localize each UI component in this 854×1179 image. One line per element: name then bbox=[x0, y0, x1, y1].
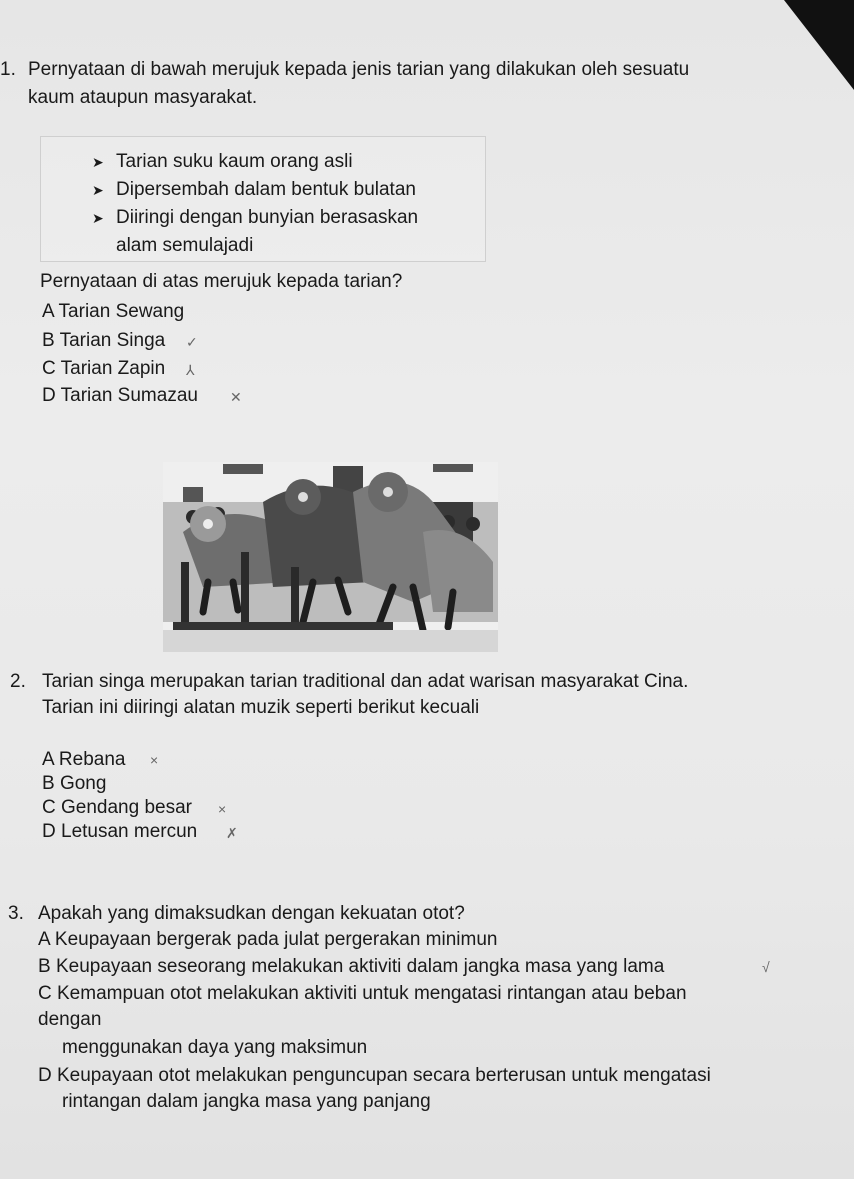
q3-option-c-line3: menggunakan daya yang maksimun bbox=[62, 1037, 368, 1058]
q2-number: 2. bbox=[10, 671, 26, 692]
q3-stem: Apakah yang dimaksudkan dengan kekuatan otot? bbox=[38, 903, 465, 924]
q1-stem-line2: kaum ataupun masyarakat. bbox=[28, 87, 258, 108]
q1-option-d-mark: ✕ bbox=[230, 389, 242, 405]
q1-option-a[interactable]: A Tarian Sewang bbox=[42, 301, 185, 322]
q3-option-a[interactable]: A Keupayaan bergerak pada julat pergerakan minimun bbox=[38, 929, 498, 950]
q1-question: Pernyataan di atas merujuk kepada tarian? bbox=[40, 271, 403, 292]
q1-bullet-3: Diiringi dengan bunyian berasaskan bbox=[116, 207, 419, 228]
q2-stem-line1: Tarian singa merupakan tarian traditional dan adat warisan masyarakat Cina. bbox=[42, 671, 689, 692]
q2-option-d[interactable]: D Letusan mercun bbox=[42, 821, 198, 842]
q3-option-d-line1[interactable]: D Keupayaan otot melakukan penguncupan secara berterusan untuk mengatasi bbox=[38, 1065, 711, 1086]
q3-option-b[interactable]: B Keupayaan seseorang melakukan aktiviti dalam jangka masa yang lama bbox=[38, 956, 665, 977]
arrow-bullet-icon: ➤ bbox=[92, 182, 104, 198]
q1-number: 1. bbox=[0, 59, 16, 80]
q2-option-b[interactable]: B Gong bbox=[42, 773, 107, 794]
q2-option-c-mark: × bbox=[218, 801, 227, 817]
arrow-bullet-icon: ➤ bbox=[92, 154, 104, 170]
q2-option-a-mark: × bbox=[150, 752, 159, 768]
lion-dance-photo bbox=[163, 462, 498, 652]
q2-option-d-mark: ✗ bbox=[226, 825, 238, 841]
q1-option-b-mark: ✓ bbox=[186, 334, 198, 350]
q2-option-a[interactable]: A Rebana bbox=[42, 749, 126, 770]
q3-option-c-line1[interactable]: C Kemampuan otot melakukan aktiviti untuk mengatasi rintangan atau beban bbox=[38, 983, 687, 1004]
arrow-bullet-icon: ➤ bbox=[92, 210, 104, 226]
page-corner-shadow bbox=[784, 0, 854, 90]
q3-option-c-line2: dengan bbox=[38, 1009, 102, 1030]
q1-bullet-2: Dipersembah dalam bentuk bulatan bbox=[116, 179, 416, 200]
q1-option-b[interactable]: B Tarian Singa bbox=[42, 330, 166, 351]
q3-option-b-mark: √ bbox=[762, 959, 770, 975]
q1-option-c[interactable]: C Tarian Zapin bbox=[42, 358, 166, 379]
q1-bullet-3-continuation: alam semulajadi bbox=[116, 235, 254, 256]
q1-stem-line1: Pernyataan di bawah merujuk kepada jenis tarian yang dilakukan oleh sesuatu bbox=[28, 59, 690, 80]
q1-option-d[interactable]: D Tarian Sumazau bbox=[42, 385, 198, 406]
q2-option-c[interactable]: C Gendang besar bbox=[42, 797, 192, 818]
q1-bullet-1: Tarian suku kaum orang asli bbox=[116, 151, 353, 172]
q3-number: 3. bbox=[8, 903, 24, 924]
q1-option-c-mark: ⅄ bbox=[186, 362, 195, 378]
q3-option-d-line2: rintangan dalam jangka masa yang panjang bbox=[62, 1091, 431, 1112]
q2-stem-line2: Tarian ini diiringi alatan muzik seperti berikut kecuali bbox=[42, 697, 480, 718]
